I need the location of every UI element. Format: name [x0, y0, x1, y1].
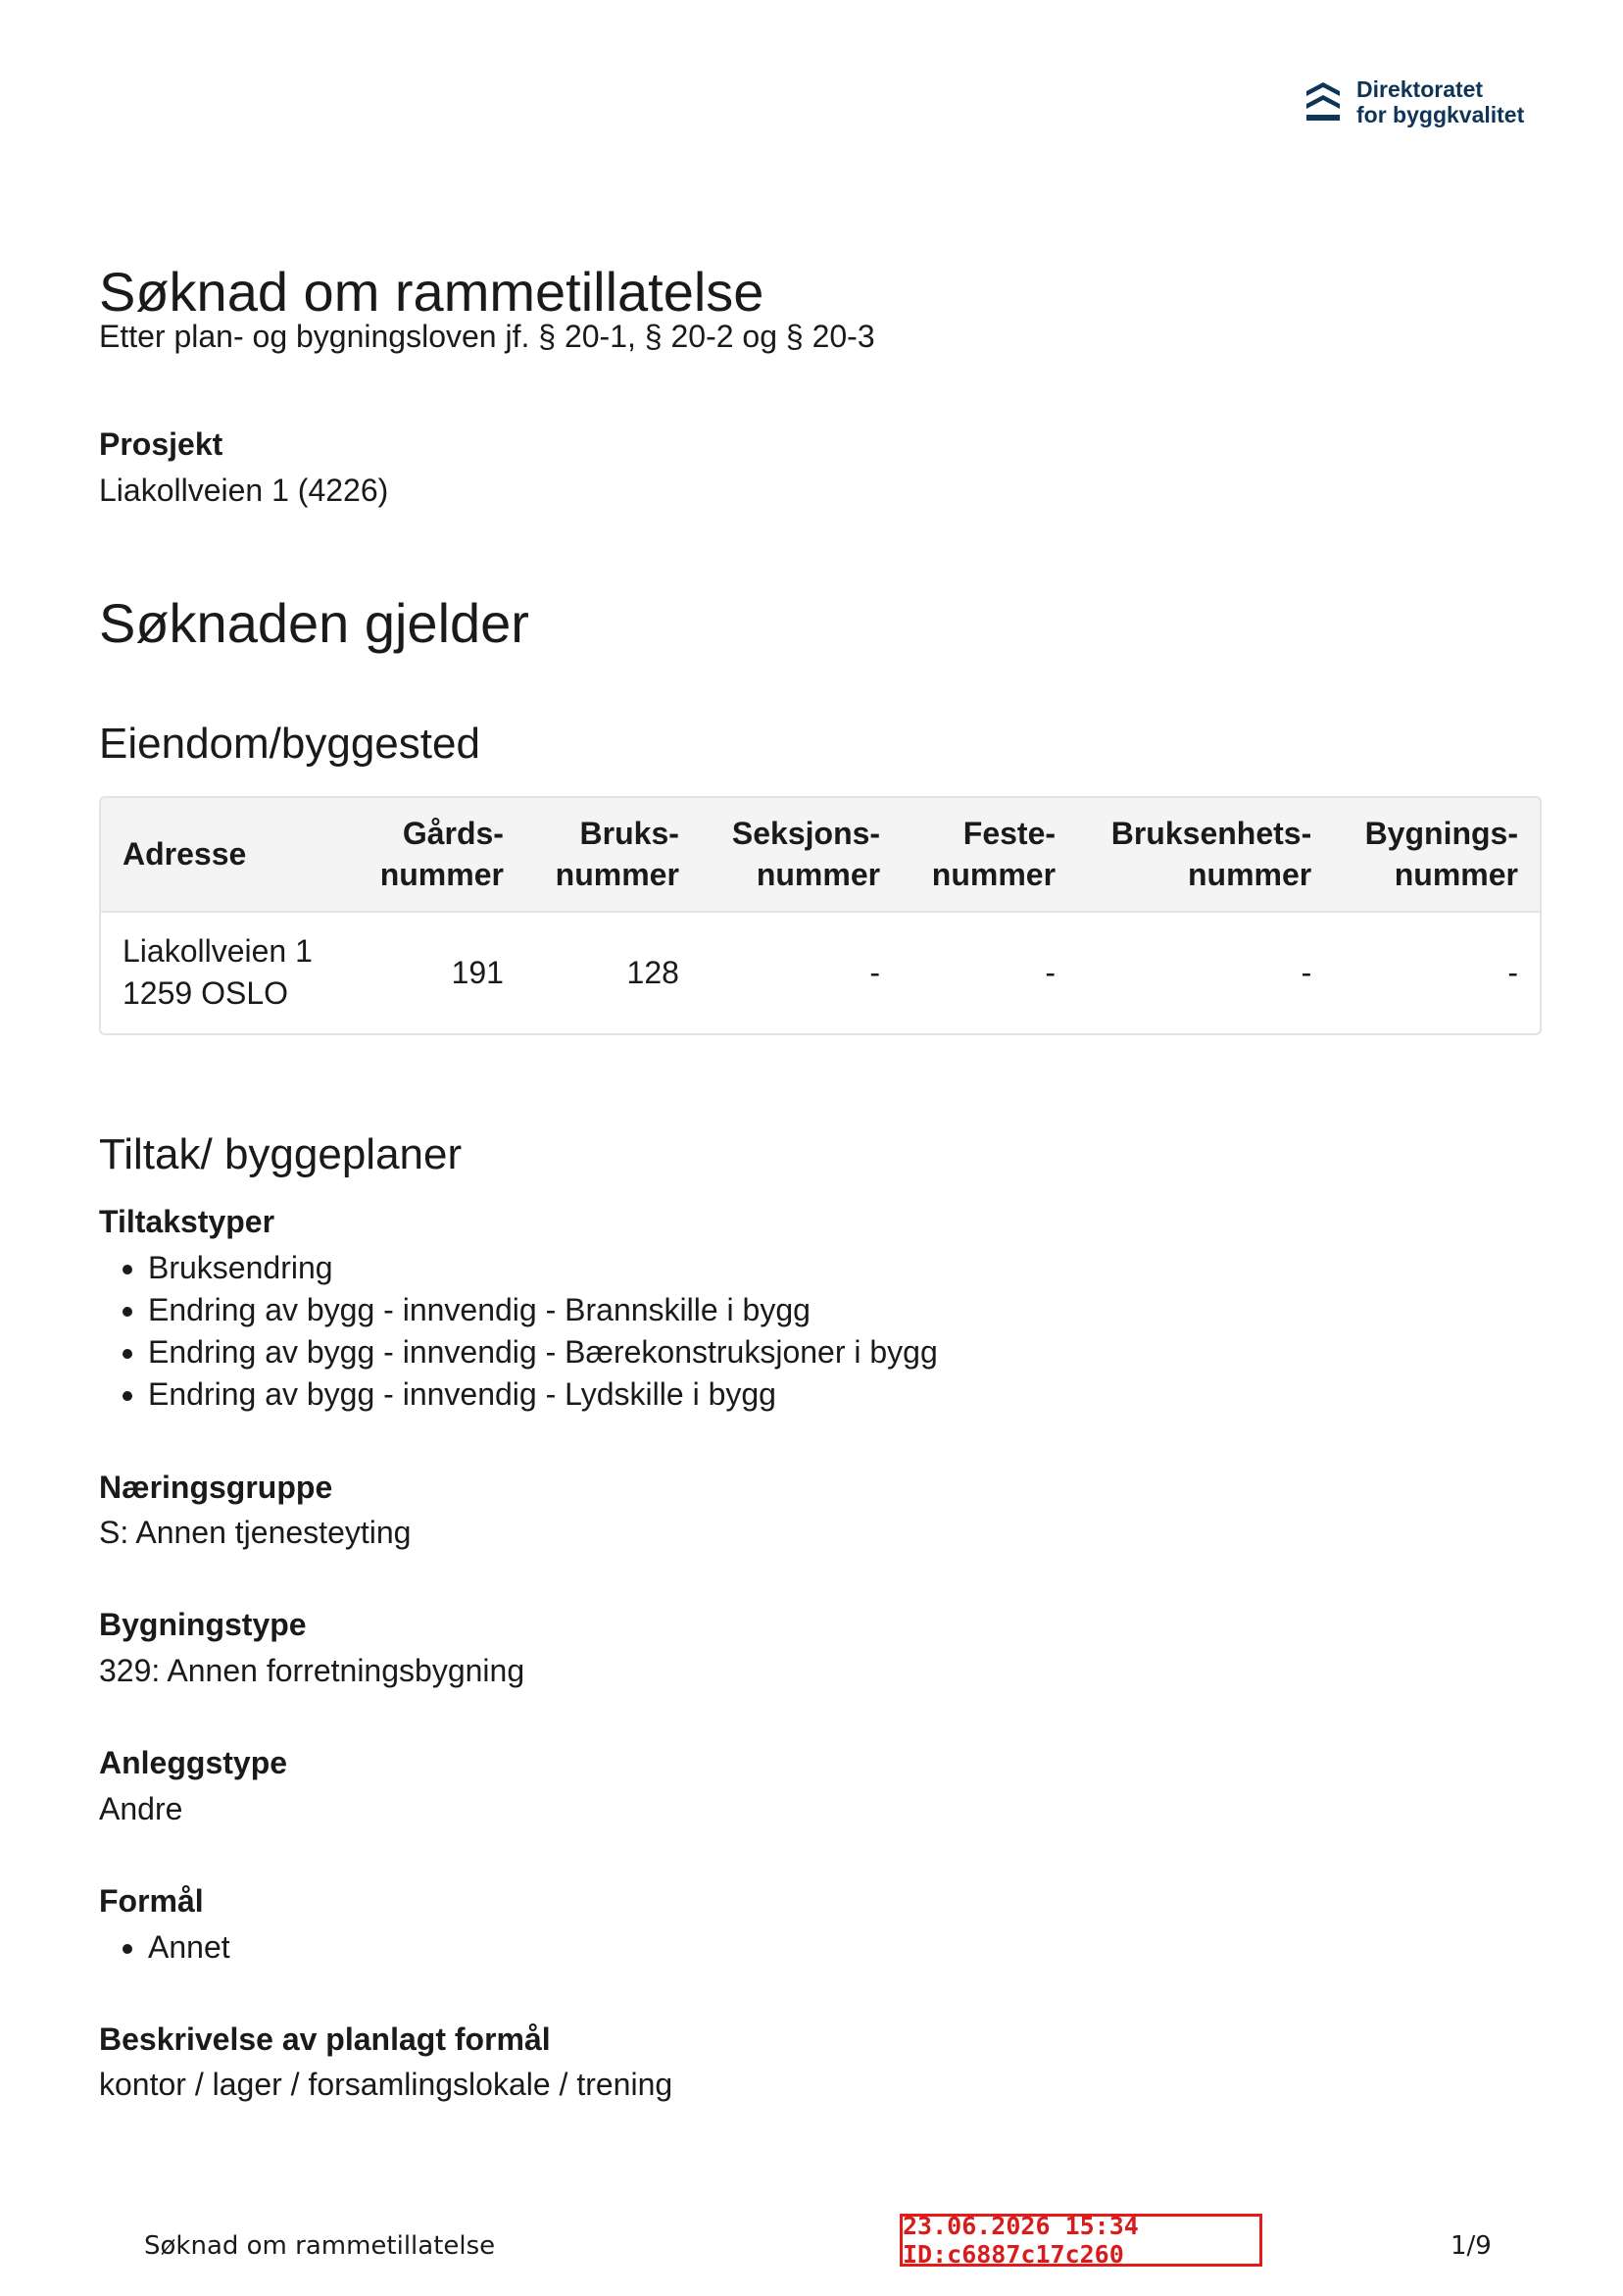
naeringsgruppe-label: Næringsgruppe: [99, 1469, 333, 1505]
anleggstype-section: [99, 1743, 1540, 1830]
cell-seksjonsnummer: -: [869, 954, 881, 990]
beskrivelse-value: kontor / lager / forsamlingslokale / trening: [99, 2067, 673, 2103]
cell-bruksnummer: 128: [626, 954, 679, 990]
cell-gardsnummer: 191: [451, 954, 504, 990]
footer-page-number: 1/9: [1451, 2231, 1492, 2261]
eiendom-table: [99, 796, 1542, 1035]
dibk-logo: [1303, 76, 1524, 127]
logo-line-2: for byggkvalitet: [1356, 102, 1525, 127]
cell-bygningsnummer: -: [1507, 954, 1518, 990]
bygningstype-section: [99, 1605, 1540, 1692]
soknaden-gjelder-heading: Søknaden gjelder: [99, 591, 529, 654]
prosjekt-label: Prosjekt: [99, 426, 223, 463]
logo-text: [1356, 76, 1524, 127]
cell-festenummer: -: [1045, 954, 1057, 990]
column-header-bruksnummer: Bruks- nummer: [525, 798, 701, 912]
list-item: • Bruksendring: [148, 1247, 1540, 1289]
document-body: [99, 261, 1540, 2158]
dibk-chevron-logo-icon: [1303, 77, 1343, 126]
cell-bruksenhetsnummer: -: [1301, 954, 1312, 990]
tiltak-heading: Tiltak/ byggeplaner: [99, 1129, 463, 1178]
list-item: • Endring av bygg - innvendig - Bærekonstruksjoner i bygg: [148, 1331, 1540, 1373]
list-item: • Annet: [148, 1926, 1540, 1969]
eiendom-heading: Eiendom/byggested: [99, 720, 480, 769]
footer-timestamp-stamp: 23.06.2026 15:34 ID:c6887c17c260: [900, 2214, 1262, 2267]
table-row: [101, 912, 1540, 1032]
column-header-gardsnummer: Gårds- nummer: [350, 798, 525, 912]
column-header-festenummer: Feste- nummer: [902, 798, 1077, 912]
column-header-seksjonsnummer: Seksjons- nummer: [701, 798, 902, 912]
anleggstype-label: Anleggstype: [99, 1745, 288, 1781]
document-title: Søknad om rammetillatelse: [99, 261, 764, 323]
document-header: [99, 261, 1540, 354]
column-header-bruksenhetsnummer: Bruksenhets- nummer: [1077, 798, 1333, 912]
formal-list: [99, 1926, 1540, 1969]
tiltakstyper-section: [99, 1202, 1540, 1416]
cell-adresse: Liakollveien 1 1259 OSLO: [123, 933, 313, 1012]
logo-line-1: Direktoratet: [1356, 76, 1484, 102]
formal-section: [99, 1881, 1540, 1969]
naeringsgruppe-value: S: Annen tjenesteyting: [99, 1515, 412, 1551]
tiltakstyper-list: [99, 1247, 1540, 1417]
naeringsgruppe-section: [99, 1468, 1540, 1555]
document-subtitle: Etter plan- og bygningsloven jf. § 20-1, § 20-2 og § 20-3: [99, 319, 875, 354]
column-header-bygningsnummer: Bygnings- nummer: [1333, 798, 1540, 912]
bygningstype-label: Bygningstype: [99, 1607, 307, 1643]
prosjekt-value: Liakollveien 1 (4226): [99, 472, 389, 508]
list-item: • Endring av bygg - innvendig - Brannskille i bygg: [148, 1289, 1540, 1331]
beskrivelse-section: [99, 2020, 1540, 2107]
column-header-adresse: Adresse: [101, 798, 350, 912]
beskrivelse-label: Beskrivelse av planlagt formål: [99, 2021, 551, 2057]
table-header-row: [101, 798, 1540, 912]
bygningstype-value: 329: Annen forretningsbygning: [99, 1653, 525, 1689]
footer-title: Søknad om rammetillatelse: [144, 2231, 496, 2261]
anleggstype-value: Andre: [99, 1790, 183, 1826]
prosjekt-section: [99, 424, 1540, 512]
tiltakstyper-label: Tiltakstyper: [99, 1204, 275, 1240]
page-footer: [0, 2214, 1623, 2272]
list-item: • Endring av bygg - innvendig - Lydskille i bygg: [148, 1373, 1540, 1416]
formal-label: Formål: [99, 1883, 204, 1919]
